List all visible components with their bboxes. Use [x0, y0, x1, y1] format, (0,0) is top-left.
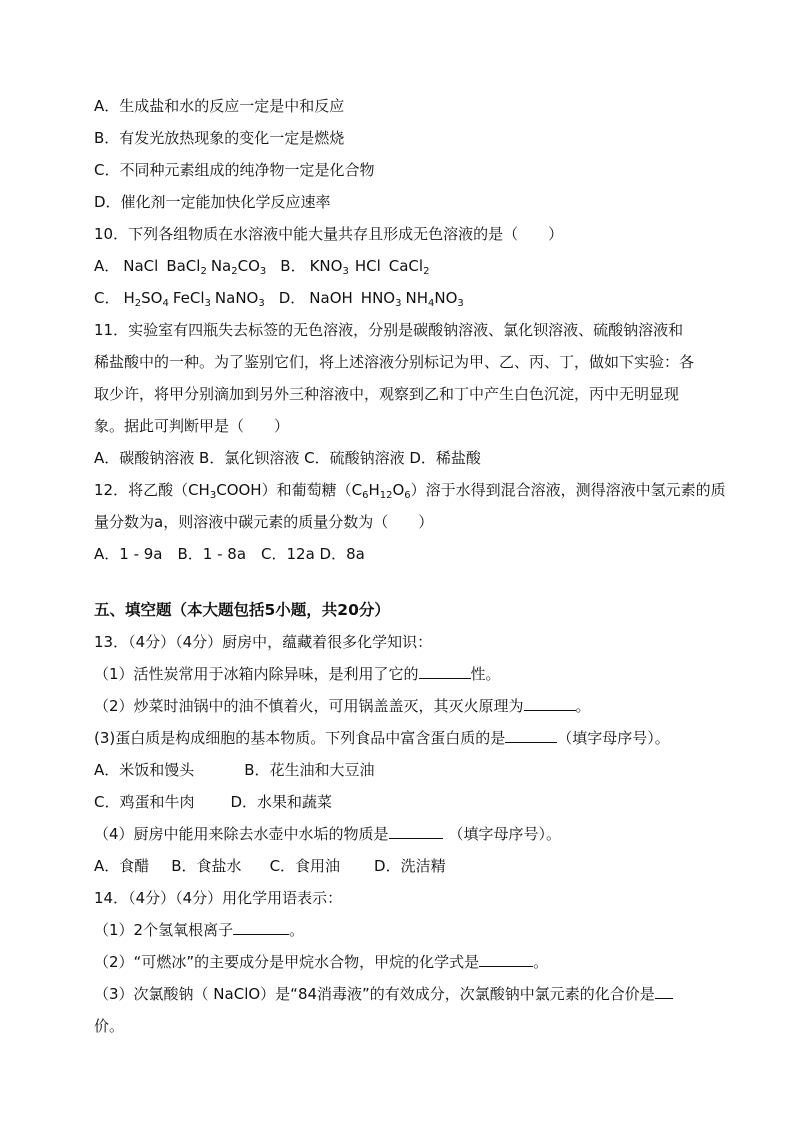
q10-stem: 10．下列各组物质在水溶液中能大量共存且形成无色溶液的是（ ） — [94, 225, 564, 243]
answer-blank — [419, 664, 471, 679]
q14-sub-1: （1）2个氢氧根离子 。 — [94, 921, 305, 939]
q14-sub-3-line-1: （3）次氯酸钠（ NaClO）是“84消毒液”的有效成分，次氯酸钠中氯元素的化合价是 — [94, 984, 673, 1004]
q9-option-c: C．不同种元素组成的纯净物一定是化合物 — [94, 161, 375, 179]
q10-options-cd: C． $H_2SO_4$ FeCl$_3$ NaNO$_3$ D． NaOH $HNO_3$ $NH_4NO_3$ — [94, 289, 464, 309]
answer-blank — [389, 824, 443, 839]
q10-options-ab: A． NaCl BaCl$_2$ $Na_2CO_3$ B． $KNO_3$ HCl CaCl$_2$ — [94, 257, 430, 277]
q11-options: A．碳酸钠溶液 B．氯化钡溶液 C．硫酸钠溶液 D．稀盐酸 — [94, 449, 481, 467]
q14-sub-3-line-2: 价。 — [94, 1017, 125, 1035]
answer-blank — [479, 952, 533, 967]
q13-stem: 13．（4分）（4分）厨房中，蕴藏着很多化学知识： — [94, 633, 433, 651]
answer-blank — [524, 696, 576, 711]
q9-option-b: B．有发光放热现象的变化一定是燃烧 — [94, 129, 345, 147]
answer-blank — [233, 920, 289, 935]
q11-line-2: 稀盐酸中的一种。为了鉴别它们，将上述溶液分别标记为甲、乙、丙、丁，做如下实验：各 — [94, 353, 695, 371]
answer-blank — [505, 728, 557, 743]
q11-line-1: 11．实验室有四瓶失去标签的无色溶液，分别是碳酸钠溶液、氯化钡溶液、硫酸钠溶液和 — [94, 321, 684, 339]
section-title: 五、填空题（本大题包括5小题，共20分） — [94, 601, 390, 619]
q12-line-1: 12．将乙酸$(CH_3COOH)$和葡萄糖$(C_6H_{12}O_6)$溶于水得到混合溶液，测得溶液中氢元素的质 — [94, 481, 726, 501]
q11-line-4: 象。据此可判断甲是（ ） — [94, 417, 290, 435]
q12-line-2: 量分数为a，则溶液中碳元素的质量分数为（ ） — [94, 513, 434, 531]
q13-sub-4-options: A．食醋 B．食盐水 C．食用油 D．洗洁精 — [94, 857, 446, 875]
q13-sub-3-options-ab: A．米饭和馒头 B．花生油和大豆油 — [94, 761, 375, 779]
q14-stem: 14．（4分）（4分）用化学用语表示： — [94, 889, 343, 907]
q11-line-3: 取少许，将甲分别滴加到另外三种溶液中，观察到乙和丁中产生白色沉淀，丙中无明显现 — [94, 385, 680, 403]
q14-sub-2: （2）“可燃冰”的主要成分是甲烷水合物，甲烷的化学式是 。 — [94, 953, 549, 971]
q9-option-d: D．催化剂一定能加快化学反应速率 — [94, 193, 331, 211]
q13-sub-2: （2）炒菜时油锅中的油不慎着火，可用锅盖盖灭，其灭火原理为 。 — [94, 697, 591, 715]
q12-options: A．1 - 9a B．1 - 8a C．12a D．8a — [94, 545, 365, 563]
q13-sub-3: (3)蛋白质是构成细胞的基本物质。下列食品中富含蛋白质的是 （填字母序号）。 — [94, 729, 670, 747]
q13-sub-3-options-cd: C．鸡蛋和牛肉 D．水果和蔬菜 — [94, 793, 333, 811]
q13-sub-1: （1）活性炭常用于冰箱内除异味，是利用了它的 性。 — [94, 665, 501, 683]
answer-blank — [655, 984, 673, 999]
q9-option-a: A．生成盐和水的反应一定是中和反应 — [94, 97, 345, 115]
q13-sub-4: （4）厨房中能用来除去水壶中水垢的物质是 （填字母序号）。 — [94, 825, 562, 843]
